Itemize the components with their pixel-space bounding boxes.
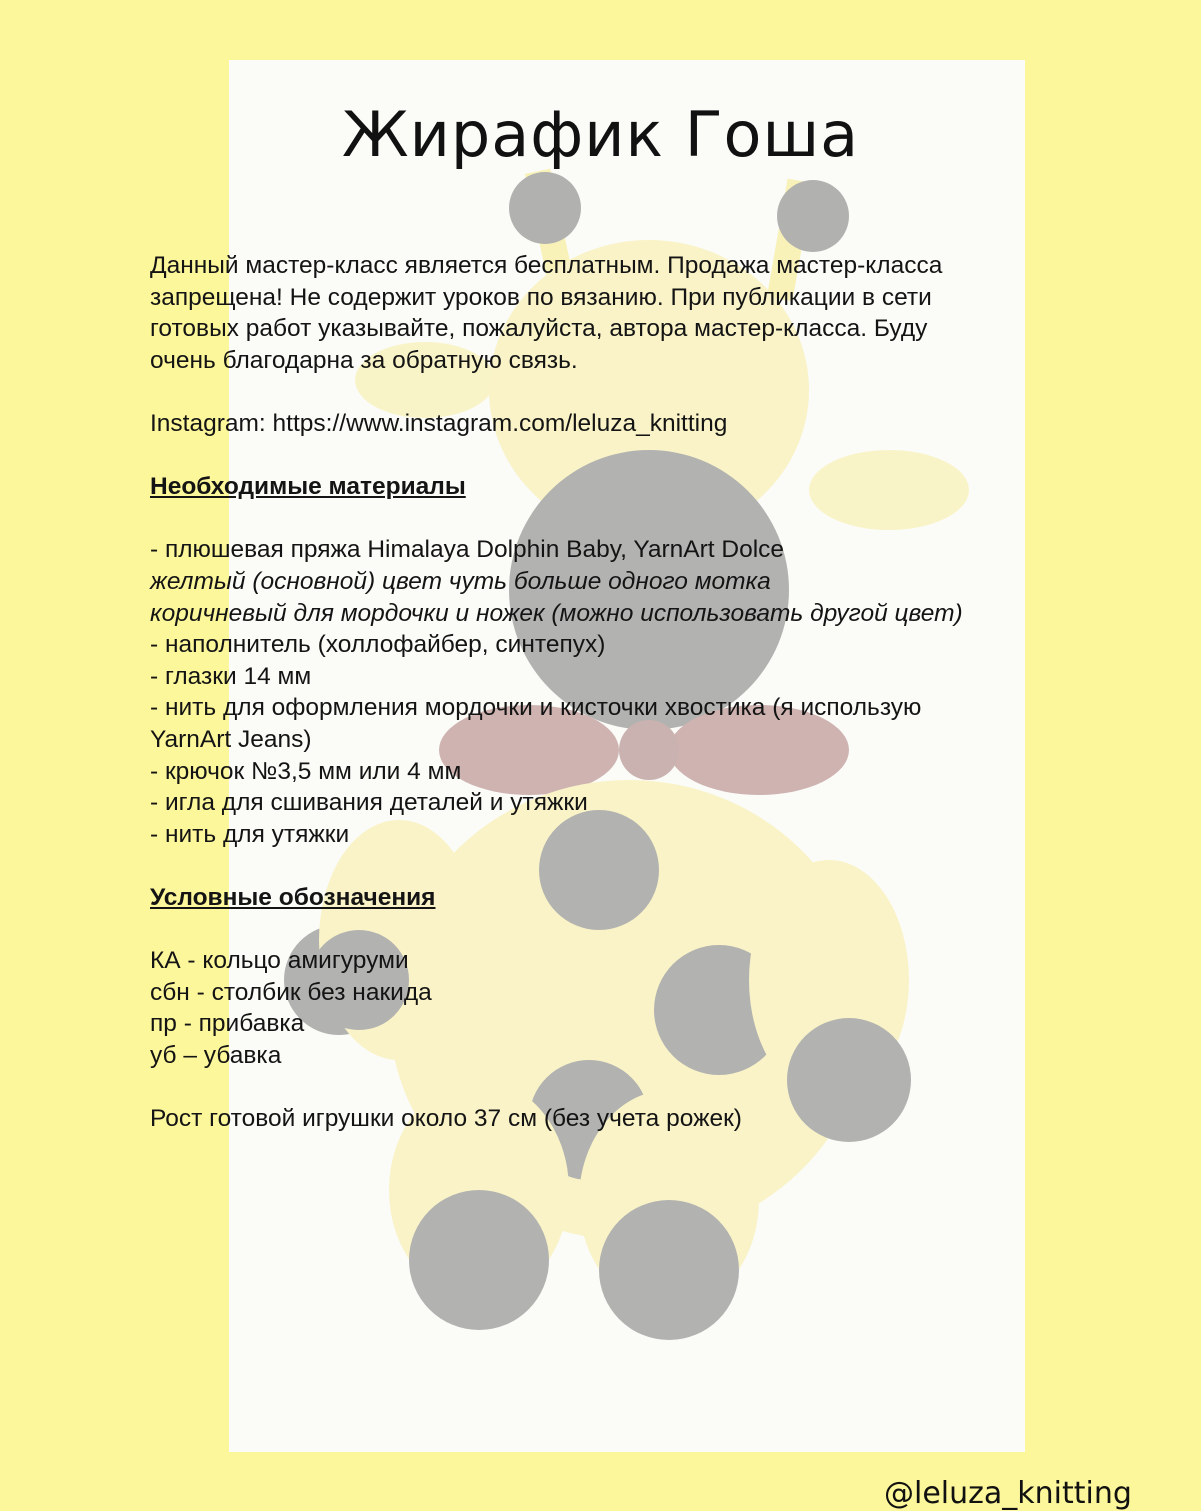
- material-item: YarnArt Jeans): [150, 725, 312, 753]
- legend-heading: Условные обозначения: [150, 883, 436, 911]
- intro-line: Данный мастер-класс является бесплатным. Продажа мастер-класса: [150, 252, 943, 279]
- intro-line: запрещена! Не содержит уроков по вязанию. При публикации в сети: [150, 283, 932, 311]
- legend-item: пр - прибавка: [150, 1010, 305, 1038]
- height-note: Рост готовой игрушки около 37 см (без учета рожек): [150, 1105, 742, 1133]
- legend-item: КА - кольцо амигуруми: [150, 947, 409, 975]
- material-item: - крючок №3,5 мм или 4 мм: [150, 757, 462, 785]
- material-item: - плюшевая пряжа Himalaya Dolphin Baby, YarnArt Dolce: [150, 536, 785, 564]
- materials-heading: Необходимые материалы: [150, 473, 466, 501]
- material-item: - игла для сшивания деталей и утяжки: [150, 789, 588, 817]
- material-item: коричневый для мордочки и ножек (можно использовать другой цвет): [150, 599, 963, 627]
- author-watermark: @leluza_knitting: [884, 1476, 1132, 1511]
- page-title: Жирафик Гоша: [341, 98, 860, 171]
- pattern-description: [150, 250, 1090, 1135]
- intro-line: готовых работ указывайте, пожалуйста, автора мастер-класса. Буду: [150, 315, 928, 343]
- instagram-link[interactable]: Instagram: https://www.instagram.com/leluza_knitting: [150, 409, 728, 437]
- legend-item: уб – убавка: [150, 1041, 282, 1069]
- material-item: - глазки 14 мм: [150, 662, 312, 690]
- material-item: желтый (основной) цвет чуть больше одного мотка: [150, 567, 771, 595]
- intro-line: очень благодарна за обратную связь.: [150, 346, 578, 374]
- material-item: - наполнитель (холлофайбер, синтепух): [150, 631, 606, 659]
- legend-item: сбн - столбик без накида: [150, 978, 432, 1006]
- material-item: - нить для утяжки: [150, 820, 350, 848]
- material-item: - нить для оформления мордочки и кисточки хвостика (я использую: [150, 694, 922, 722]
